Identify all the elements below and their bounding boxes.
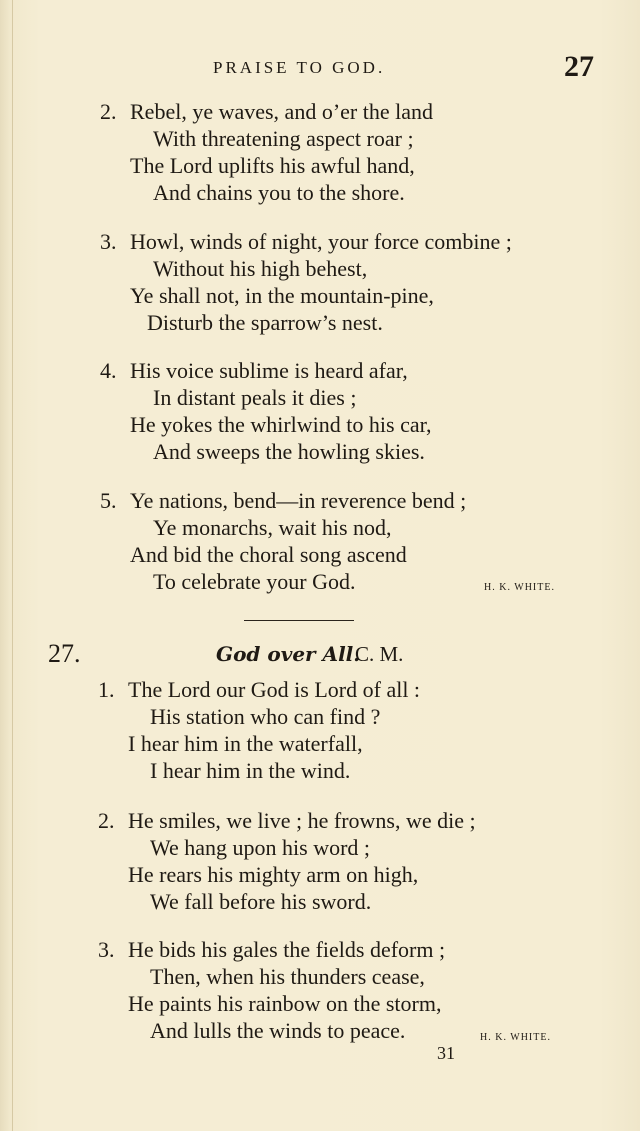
verse-line: He bids his gales the fields deform ; bbox=[128, 937, 446, 962]
stanza-number: 5. bbox=[100, 488, 117, 513]
verse-line: Disturb the sparrow’s nest. bbox=[147, 310, 383, 335]
stanza-number: 4. bbox=[100, 358, 117, 383]
verse-line: The Lord our God is Lord of all : bbox=[128, 677, 421, 702]
verse-line: I hear him in the wind. bbox=[150, 758, 351, 783]
stanza-number: 2. bbox=[100, 99, 117, 124]
verse-line: I hear him in the waterfall, bbox=[128, 731, 363, 756]
verse-line: The Lord uplifts his awful hand, bbox=[130, 153, 415, 178]
verse-line: Ye shall not, in the mountain-pine, bbox=[130, 283, 434, 308]
verse-line: Without his high behest, bbox=[153, 256, 368, 281]
verse-line: With threatening aspect roar ; bbox=[153, 126, 414, 151]
section-divider bbox=[244, 620, 354, 621]
hymn-meter: C. M. bbox=[355, 642, 404, 666]
hymn-number: 27. bbox=[48, 639, 81, 668]
stanza-number: 3. bbox=[98, 937, 115, 962]
author-attribution: H. K. WHITE. bbox=[480, 1032, 551, 1043]
verse-line: His voice sublime is heard afar, bbox=[130, 358, 408, 383]
verse-line: He yokes the whirlwind to his car, bbox=[130, 412, 432, 437]
verse-line: And chains you to the shore. bbox=[153, 180, 405, 205]
page-binding-edge bbox=[0, 0, 13, 1131]
hymn-title: God over All. bbox=[216, 642, 361, 666]
author-attribution: H. K. WHITE. bbox=[484, 582, 555, 593]
stanza-number: 1. bbox=[98, 677, 115, 702]
stanza-number: 3. bbox=[100, 229, 117, 254]
verse-line: We fall before his sword. bbox=[150, 889, 372, 914]
verse-line: Rebel, ye waves, and o’er the land bbox=[130, 99, 433, 124]
verse-line: Ye nations, bend—in reverence bend ; bbox=[130, 488, 467, 513]
verse-line: His station who can find ? bbox=[150, 704, 381, 729]
page-number: 27 bbox=[564, 50, 594, 83]
verse-line: And bid the choral song ascend bbox=[130, 542, 407, 567]
verse-line: He smiles, we live ; he frowns, we die ; bbox=[128, 808, 476, 833]
stanza-number: 2. bbox=[98, 808, 115, 833]
verse-line: Ye monarchs, wait his nod, bbox=[153, 515, 392, 540]
verse-line: To celebrate your God. bbox=[153, 569, 356, 594]
verse-line: And sweeps the howling skies. bbox=[153, 439, 425, 464]
verse-line: He paints his rainbow on the storm, bbox=[128, 991, 442, 1016]
verse-line: We hang upon his word ; bbox=[150, 835, 371, 860]
verse-line: He rears his mighty arm on high, bbox=[128, 862, 419, 887]
verse-line: Howl, winds of night, your force combine ; bbox=[130, 229, 512, 254]
verse-line: In distant peals it dies ; bbox=[153, 385, 357, 410]
verse-line: And lulls the winds to peace. bbox=[150, 1018, 406, 1043]
signature-number: 31 bbox=[437, 1043, 455, 1063]
verse-line: Then, when his thunders cease, bbox=[150, 964, 425, 989]
running-title: PRAISE TO GOD. bbox=[213, 58, 386, 77]
